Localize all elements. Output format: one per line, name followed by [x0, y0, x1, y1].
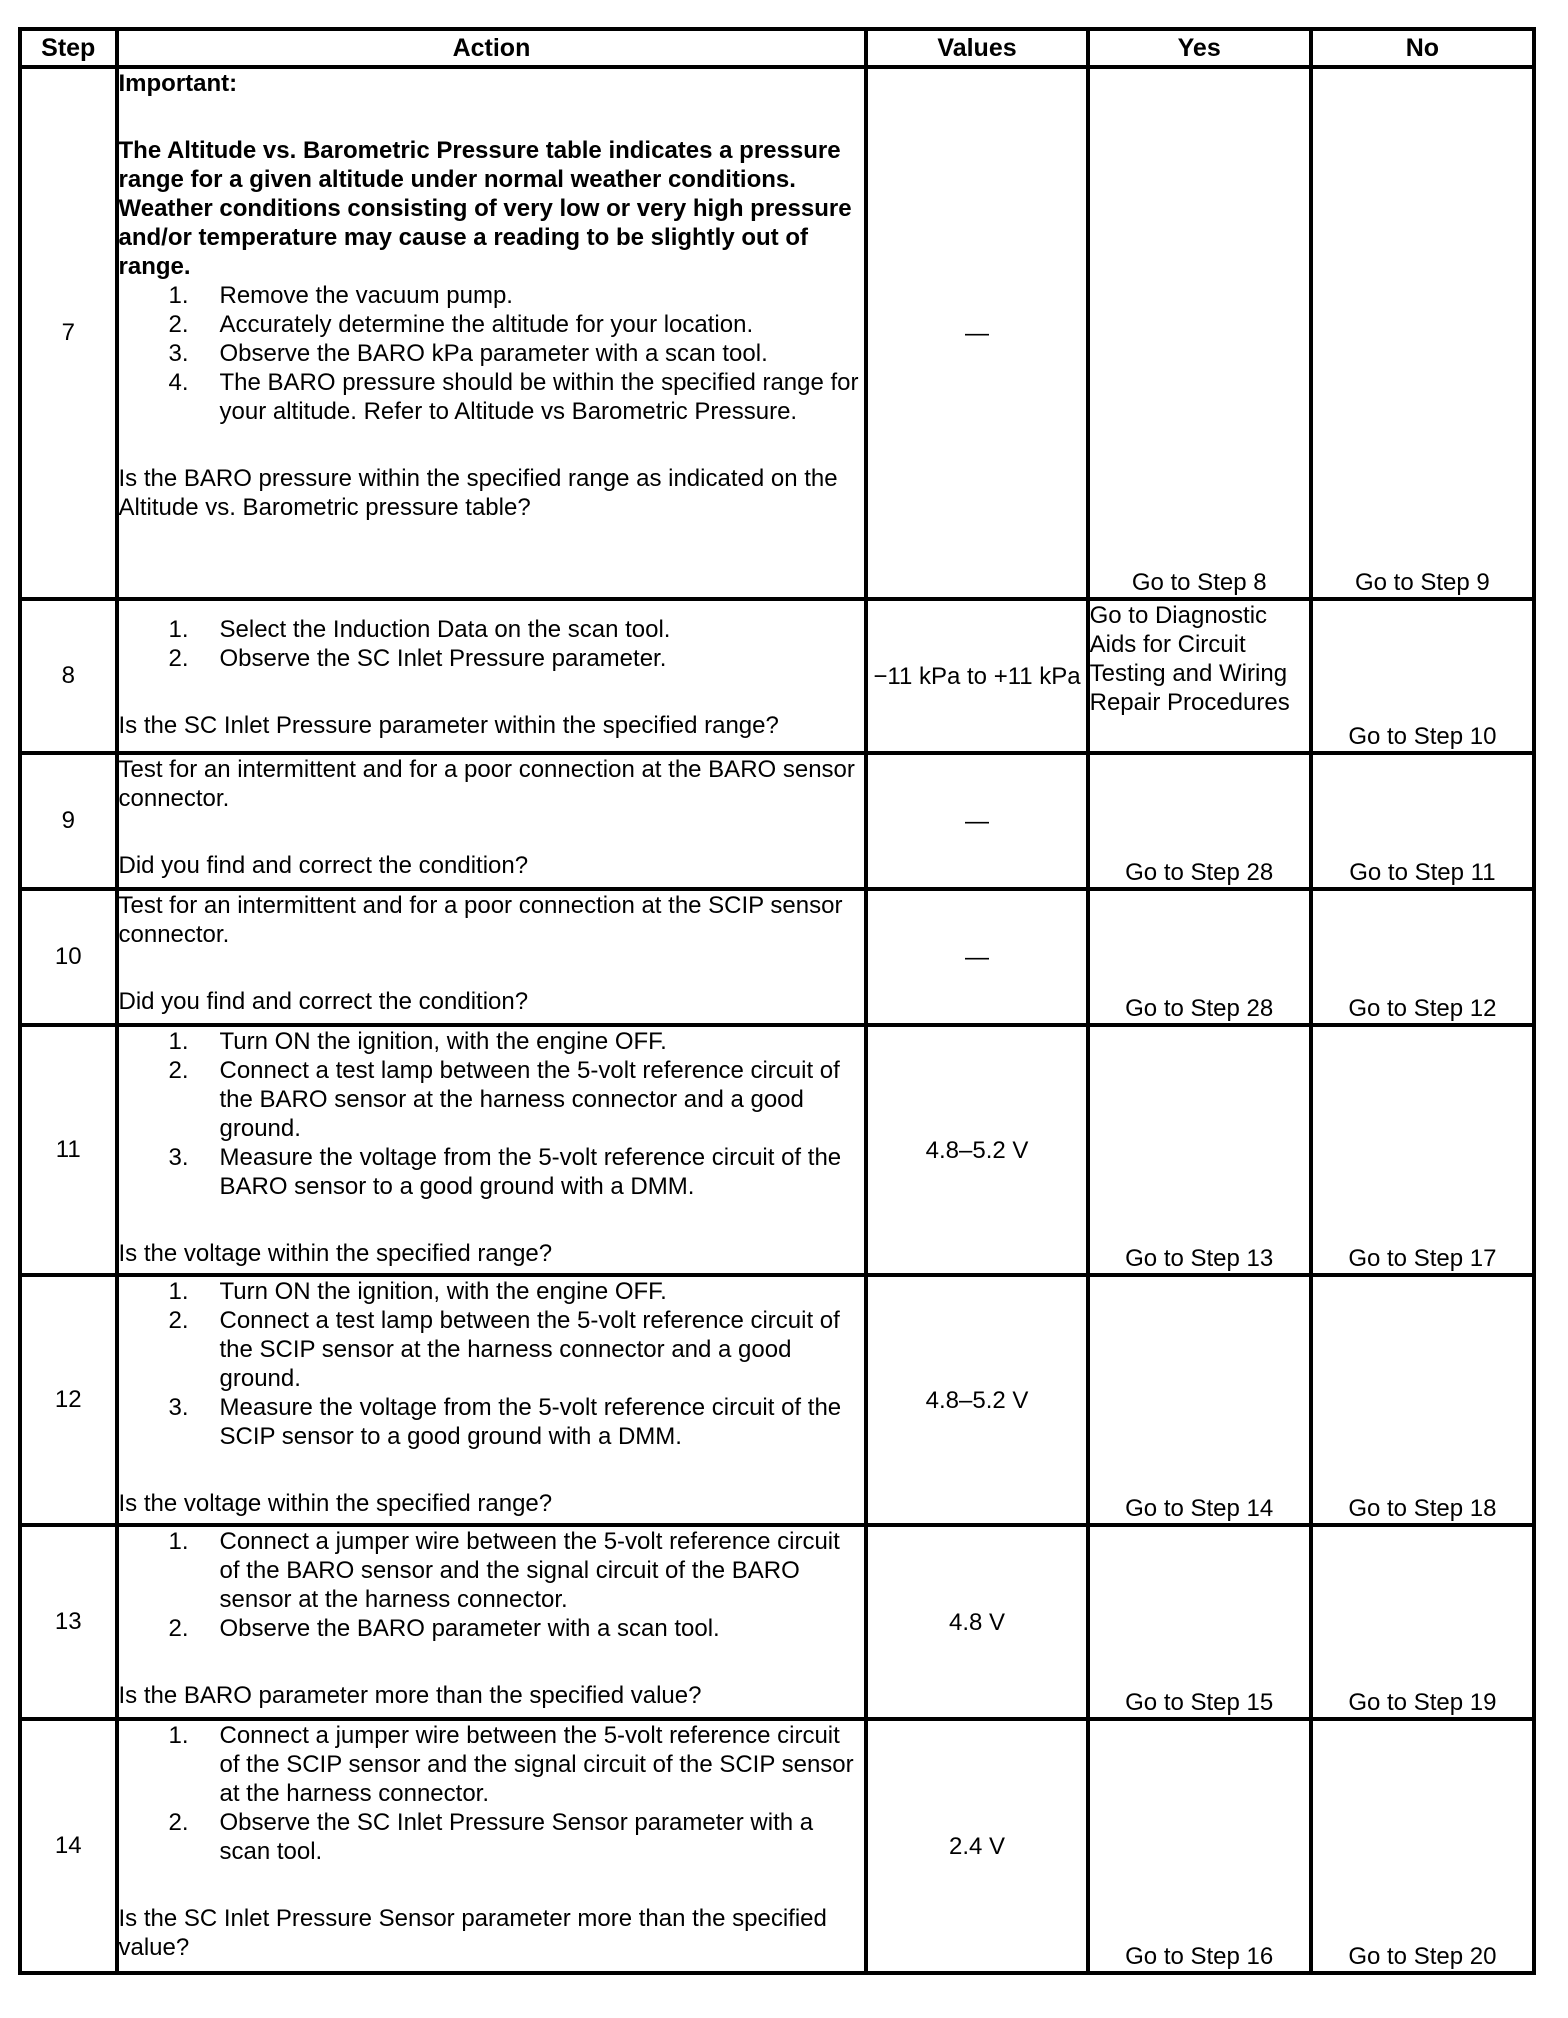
no-cell: Go to Step 10: [1311, 599, 1534, 753]
no-cell: Go to Step 12: [1311, 889, 1534, 1025]
list-item: [119, 1143, 865, 1201]
yes-cell: Go to Step 14: [1088, 1275, 1311, 1525]
important-label: Important:: [118, 70, 238, 97]
list-text: Connect a jumper wire between the 5-volt reference circuit of the SCIP sensor and the signal circuit of the SCIP sensor at the harness connector.: [219, 1722, 854, 1807]
action-text: Test for an intermittent and for a poor connection at the SCIP sensor connector.: [118, 892, 843, 948]
yes-cell: Go to Step 28: [1088, 753, 1311, 889]
header-action: Action: [117, 29, 867, 67]
list-item: [119, 1306, 865, 1393]
list-number: 2.: [168, 1809, 189, 1836]
procedure-list: [119, 1721, 865, 1866]
values-cell: —: [866, 753, 1087, 889]
list-number: 2.: [168, 645, 189, 672]
action-cell: [117, 889, 867, 1025]
values-cell: —: [866, 889, 1087, 1025]
list-text: The BARO pressure should be within the specified range for your altitude. Refer to Altitude vs Barometric Pressure.: [219, 369, 859, 425]
values-cell: 2.4 V: [866, 1719, 1087, 1973]
step-number: 13: [20, 1525, 117, 1719]
list-item: [119, 339, 865, 368]
list-number: 1.: [168, 1722, 189, 1749]
list-number: 2.: [168, 1307, 189, 1334]
table-row: [20, 889, 1534, 1025]
list-item: [119, 368, 865, 426]
list-text: Select the Induction Data on the scan tool.: [219, 616, 671, 643]
action-cell: [117, 753, 867, 889]
list-number: 3.: [168, 1144, 189, 1171]
step-number: 10: [20, 889, 117, 1025]
important-note: The Altitude vs. Barometric Pressure table indicates a pressure range for a given altitude under normal weather conditions. Weather conditions consisting of very low or very high pressure and/or temperature may cause a reading to be slightly out of range.: [118, 137, 852, 280]
values-cell: —: [866, 67, 1087, 599]
list-text: Measure the voltage from the 5-volt reference circuit of the BARO sensor to a good ground with a DMM.: [219, 1144, 842, 1200]
action-cell: [117, 599, 867, 753]
action-cell: [117, 67, 867, 599]
question: Did you find and correct the condition?: [118, 852, 529, 879]
question: Is the BARO parameter more than the specified value?: [118, 1682, 702, 1709]
step-number: 11: [20, 1025, 117, 1275]
yes-cell: [1088, 599, 1311, 753]
procedure-list: [119, 1527, 865, 1643]
step-number: 9: [20, 753, 117, 889]
step-number: 12: [20, 1275, 117, 1525]
list-text: Observe the SC Inlet Pressure parameter.: [219, 645, 667, 672]
action-cell: [117, 1275, 867, 1525]
action-cell: [117, 1525, 867, 1719]
list-item: [119, 1527, 865, 1614]
values-cell: 4.8–5.2 V: [866, 1275, 1087, 1525]
header-no: No: [1311, 29, 1534, 67]
procedure-list: [119, 281, 865, 426]
list-item: [119, 310, 865, 339]
list-item: [119, 1721, 865, 1808]
yes-cell: Go to Step 13: [1088, 1025, 1311, 1275]
action-cell: [117, 1719, 867, 1973]
question: Is the voltage within the specified range?: [118, 1240, 553, 1267]
procedure-list: [119, 1027, 865, 1201]
header-values: Values: [866, 29, 1087, 67]
list-item: [119, 1393, 865, 1451]
question: Is the voltage within the specified range?: [118, 1490, 553, 1517]
list-text: Observe the SC Inlet Pressure Sensor parameter with a scan tool.: [219, 1809, 814, 1865]
header-step: Step: [20, 29, 117, 67]
list-item: [119, 1056, 865, 1143]
list-item: [119, 615, 865, 644]
yes-cell: Go to Step 15: [1088, 1525, 1311, 1719]
no-cell: Go to Step 11: [1311, 753, 1534, 889]
no-cell: Go to Step 19: [1311, 1525, 1534, 1719]
table-row: [20, 1025, 1534, 1275]
list-number: 1.: [168, 1278, 189, 1305]
yes-cell: Go to Step 28: [1088, 889, 1311, 1025]
procedure-list: [119, 1277, 865, 1451]
list-item: [119, 1027, 865, 1056]
table-row: [20, 1719, 1534, 1973]
values-cell: 4.8 V: [866, 1525, 1087, 1719]
action-text: Test for an intermittent and for a poor connection at the BARO sensor connector.: [118, 756, 855, 812]
table-row: [20, 753, 1534, 889]
list-text: Turn ON the ignition, with the engine OFF.: [219, 1278, 667, 1305]
list-text: Connect a test lamp between the 5-volt reference circuit of the BARO sensor at the harness connector and a good ground.: [219, 1057, 840, 1142]
action-cell: [117, 1025, 867, 1275]
table-row: [20, 1275, 1534, 1525]
list-item: [119, 1808, 865, 1866]
list-text: Turn ON the ignition, with the engine OFF.: [219, 1028, 667, 1055]
list-text: Measure the voltage from the 5-volt reference circuit of the SCIP sensor to a good ground with a DMM.: [219, 1394, 842, 1450]
list-item: [119, 281, 865, 310]
yes-cell: Go to Step 8: [1088, 67, 1311, 599]
list-text: Observe the BARO kPa parameter with a scan tool.: [219, 340, 768, 367]
header-yes: Yes: [1088, 29, 1311, 67]
list-item: [119, 1614, 865, 1643]
table-row: [20, 1525, 1534, 1719]
list-text: Accurately determine the altitude for your location.: [219, 311, 754, 338]
values-cell: 4.8–5.2 V: [866, 1025, 1087, 1275]
list-number: 1.: [168, 616, 189, 643]
question: Did you find and correct the condition?: [118, 988, 529, 1015]
table-row: [20, 67, 1534, 599]
step-number: 8: [20, 599, 117, 753]
table-row: [20, 599, 1534, 753]
question: Is the SC Inlet Pressure parameter within the specified range?: [118, 712, 779, 739]
diagnostic-table: [18, 27, 1536, 1975]
list-item: [119, 1277, 865, 1306]
question: Is the BARO pressure within the specified range as indicated on the Altitude vs. Barometric pressure table?: [118, 465, 838, 521]
list-number: 4.: [168, 369, 189, 396]
list-number: 3.: [168, 1394, 189, 1421]
list-number: 1.: [168, 1528, 189, 1555]
no-cell: Go to Step 20: [1311, 1719, 1534, 1973]
list-number: 2.: [168, 1057, 189, 1084]
list-number: 1.: [168, 1028, 189, 1055]
no-cell: Go to Step 17: [1311, 1025, 1534, 1275]
yes-cell: Go to Step 16: [1088, 1719, 1311, 1973]
no-cell: Go to Step 9: [1311, 67, 1534, 599]
list-text: Remove the vacuum pump.: [219, 282, 513, 309]
list-text: Connect a test lamp between the 5-volt reference circuit of the SCIP sensor at the harness connector and a good ground.: [219, 1307, 840, 1392]
list-item: [119, 644, 865, 673]
list-number: 2.: [168, 311, 189, 338]
procedure-list: [119, 615, 865, 673]
list-number: 3.: [168, 340, 189, 367]
step-number: 14: [20, 1719, 117, 1973]
yes-link-text: Go to Diagnostic Aids for Circuit Testing and Wiring Repair Procedures: [1089, 602, 1290, 716]
no-cell: Go to Step 18: [1311, 1275, 1534, 1525]
list-text: Connect a jumper wire between the 5-volt reference circuit of the BARO sensor and the signal circuit of the BARO sensor at the harness connector.: [219, 1528, 840, 1613]
question: Is the SC Inlet Pressure Sensor parameter more than the specified value?: [118, 1905, 827, 1961]
values-cell: −11 kPa to +11 kPa: [866, 599, 1087, 753]
list-text: Observe the BARO parameter with a scan tool.: [219, 1615, 720, 1642]
step-number: 7: [20, 67, 117, 599]
list-number: 2.: [168, 1615, 189, 1642]
list-number: 1.: [168, 282, 189, 309]
header-row: [20, 29, 1534, 67]
